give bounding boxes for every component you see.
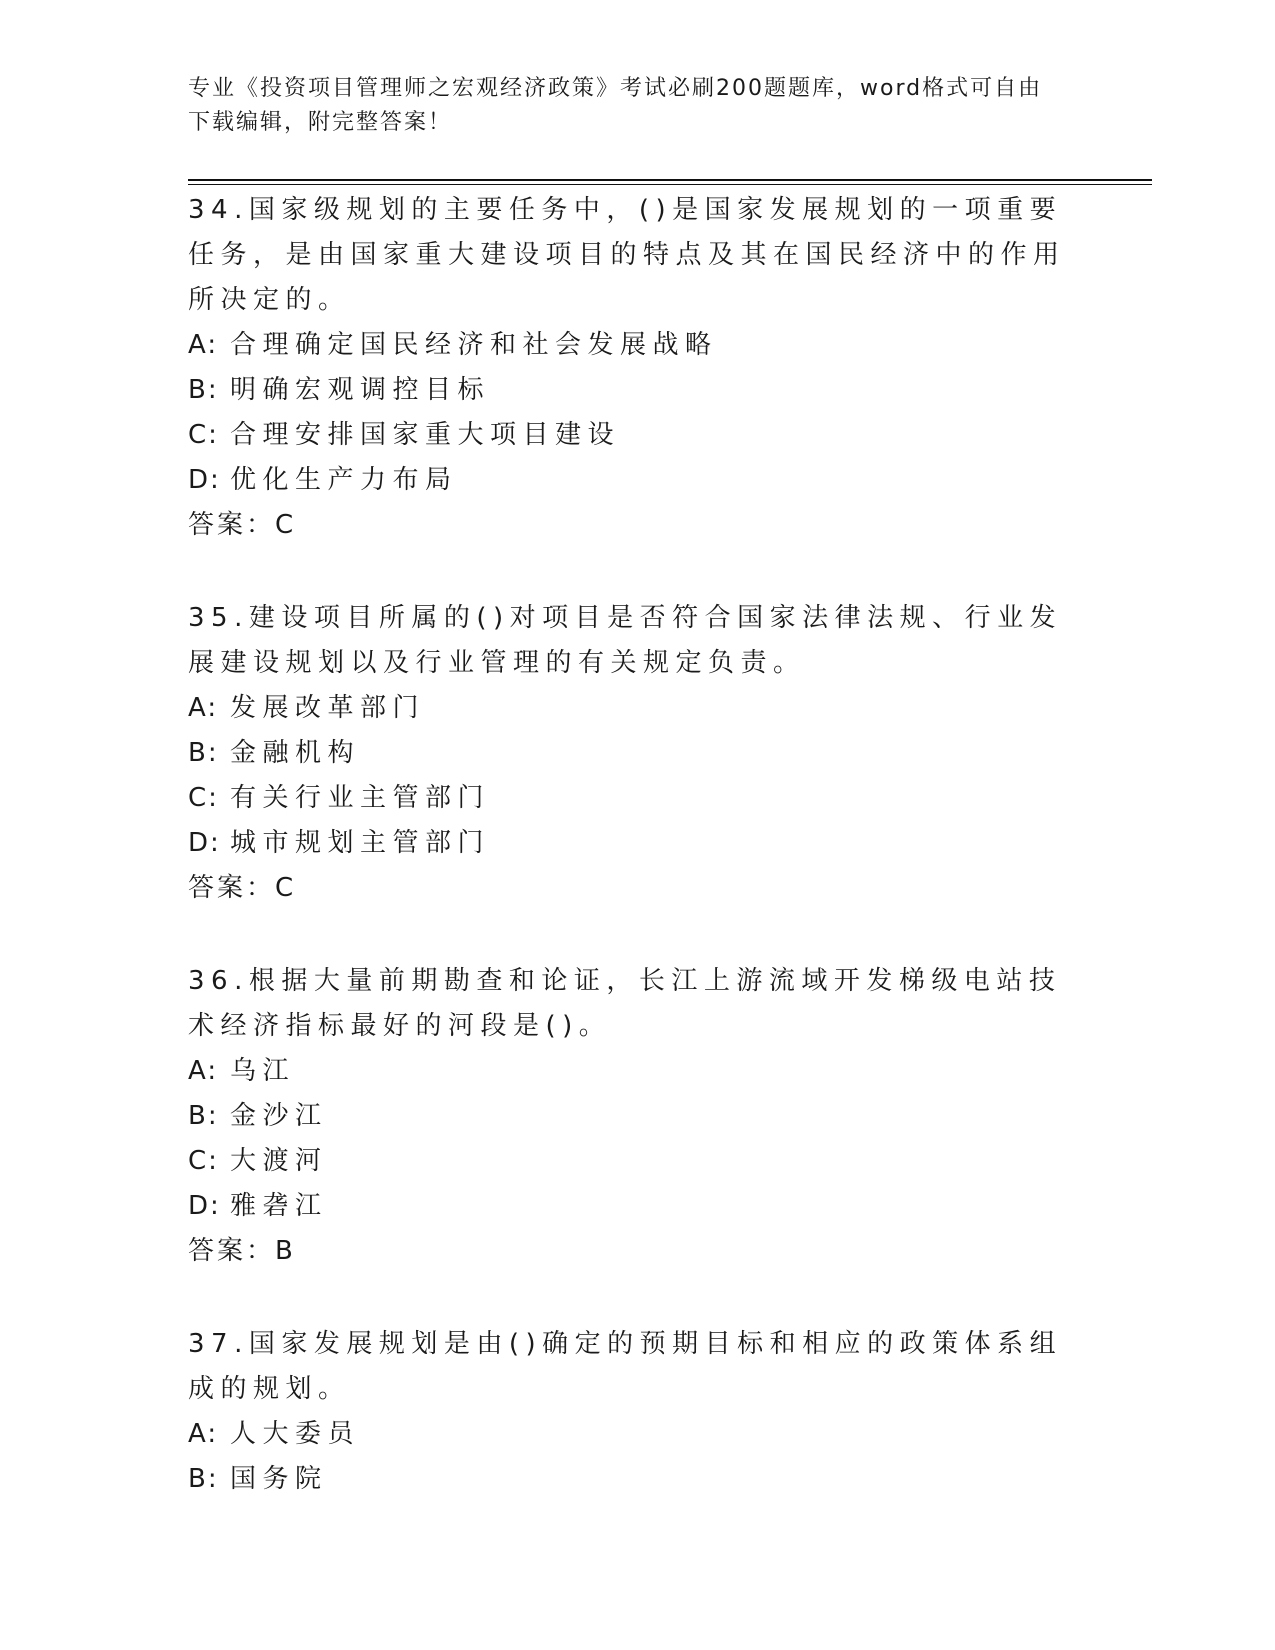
option-key: C:: [188, 420, 219, 450]
answer-line: 答案：C: [188, 873, 297, 903]
option-text: 城市规划主管部门: [230, 828, 491, 858]
option-text: 合理确定国民经济和社会发展战略: [230, 330, 718, 360]
option-key: D:: [188, 1191, 221, 1221]
answer-line: 答案：C: [188, 510, 297, 540]
option-d: [188, 1184, 1088, 1229]
option-b: [188, 731, 1088, 776]
option-text: 雅砻江: [230, 1191, 328, 1221]
answer-line: 答案：B: [188, 1236, 296, 1266]
option-c: [188, 413, 1088, 458]
option-text: 明确宏观调控目标: [230, 375, 491, 405]
option-key: B:: [188, 1464, 219, 1494]
option-d: [188, 458, 1088, 503]
option-b: [188, 1094, 1088, 1139]
option-a: [188, 1049, 1088, 1094]
option-key: B:: [188, 375, 219, 405]
document-header: [188, 72, 1068, 140]
option-key: B:: [188, 1101, 219, 1131]
option-key: A:: [188, 330, 219, 360]
option-a: [188, 323, 1088, 368]
option-text: 金融机构: [230, 738, 361, 768]
option-text: 有关行业主管部门: [230, 783, 491, 813]
option-a: [188, 1412, 1088, 1457]
option-text: 国务院: [230, 1464, 328, 1494]
option-key: A:: [188, 1419, 219, 1449]
question-stem: 34.国家级规划的主要任务中，()是国家发展规划的一项重要任务，是由国家重大建设项目的特点及其在国民经济中的作用所决定的。: [188, 195, 1066, 315]
question-item: [188, 959, 1088, 1274]
question-item: [188, 1322, 1088, 1502]
question-item: [188, 188, 1088, 548]
question-list: [188, 188, 1088, 1550]
option-key: B:: [188, 738, 219, 768]
question-stem: 37.国家发展规划是由()确定的预期目标和相应的政策体系组成的规划。: [188, 1329, 1063, 1404]
option-text: 合理安排国家重大项目建设: [230, 420, 621, 450]
option-key: D:: [188, 828, 221, 858]
question-item: [188, 596, 1088, 911]
option-a: [188, 686, 1088, 731]
option-key: A:: [188, 693, 219, 723]
option-text: 金沙江: [230, 1101, 328, 1131]
question-stem: 35.建设项目所属的()对项目是否符合国家法律法规、行业发展建设规划以及行业管理的有关规定负责。: [188, 603, 1063, 678]
option-key: A:: [188, 1056, 219, 1086]
option-c: [188, 1139, 1088, 1184]
option-key: C:: [188, 783, 219, 813]
option-text: 优化生产力布局: [230, 465, 458, 495]
option-text: 人大委员: [230, 1419, 361, 1449]
option-d: [188, 821, 1088, 866]
option-text: 大渡河: [230, 1146, 328, 1176]
header-line: 专业《投资项目管理师之宏观经济政策》考试必刷200题题库，word格式可自由: [188, 76, 1043, 101]
option-key: C:: [188, 1146, 219, 1176]
option-key: D:: [188, 465, 221, 495]
option-text: 乌江: [230, 1056, 296, 1086]
option-b: [188, 1457, 1088, 1502]
header-divider: [188, 179, 1152, 185]
question-stem: 36.根据大量前期勘查和论证，长江上游流域开发梯级电站技术经济指标最好的河段是()。: [188, 966, 1062, 1041]
header-line: 下载编辑，附完整答案！: [188, 110, 453, 135]
option-c: [188, 776, 1088, 821]
option-b: [188, 368, 1088, 413]
option-text: 发展改革部门: [230, 693, 426, 723]
